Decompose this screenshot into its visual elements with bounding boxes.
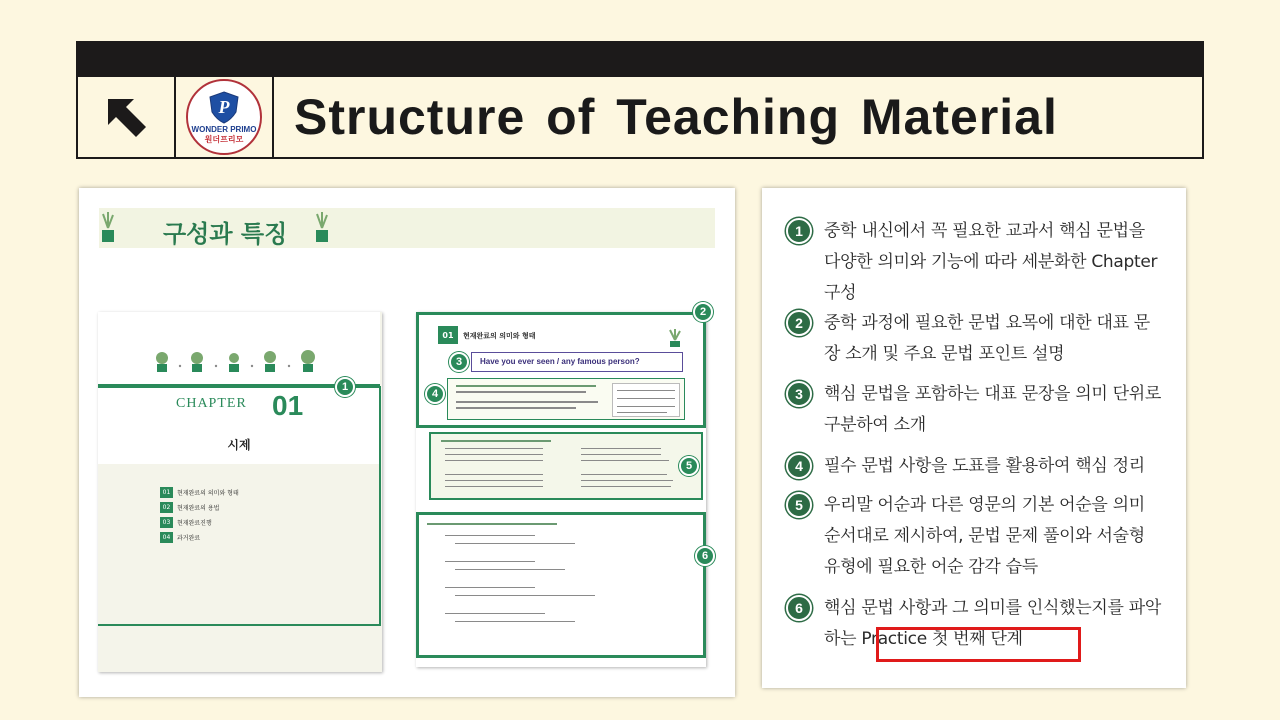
feature-item <box>786 308 1166 370</box>
feature-text: 핵심 문법을 포함하는 대표 문장을 의미 단위로 구분하여 소개 <box>824 384 1161 435</box>
text-line <box>581 474 667 475</box>
svg-text:P: P <box>218 96 230 117</box>
feature-item <box>786 379 1166 441</box>
chapter-toc <box>160 486 239 546</box>
text-line <box>427 523 557 525</box>
toc-item: 03 현재완료진행 <box>160 516 239 528</box>
text-line <box>445 535 535 536</box>
text-line <box>445 454 543 455</box>
logo-text-en: WONDER PRIMO <box>191 124 257 134</box>
page-title: Structure of Teaching Material <box>294 89 1058 145</box>
text-line <box>445 460 543 461</box>
text-line <box>581 480 673 481</box>
chapter-label: CHAPTER <box>176 396 247 411</box>
logo-text-ko: 원더프리모 <box>204 134 244 144</box>
feature-number: 3 <box>786 381 812 407</box>
text-line <box>617 406 675 407</box>
unit-title: 현재완료의 의미와 형태 <box>463 332 536 340</box>
arrow-up-left-icon <box>104 95 148 139</box>
feature-text: 우리말 어순과 다른 영문의 기본 어순을 의미 순서대로 제시하여, 문법 문제 풀이와 서술형 유형에 필요한 어순 감각 습득 <box>824 495 1145 577</box>
feature-number: 1 <box>786 218 812 244</box>
marker-6: 6 <box>695 546 715 566</box>
feature-item <box>786 216 1166 309</box>
feature-number: 6 <box>786 595 812 621</box>
text-line <box>456 407 576 409</box>
header-top-bar <box>76 41 1204 77</box>
grammar-box <box>447 378 685 420</box>
text-line <box>445 613 545 614</box>
feature-item <box>786 490 1166 583</box>
text-line <box>581 448 661 449</box>
key-sentence: Have you ever seen / any famous person? <box>471 352 683 372</box>
text-line <box>617 390 675 391</box>
text-line <box>617 412 667 413</box>
feature-list-panel <box>762 188 1186 688</box>
chapter-page <box>98 312 382 672</box>
chapter-name: 시제 <box>227 438 251 452</box>
title-cell <box>274 77 1202 157</box>
bracket-line <box>98 624 381 626</box>
text-line <box>456 401 598 403</box>
text-line <box>581 454 661 455</box>
text-line <box>445 486 543 487</box>
bracket-line <box>379 386 381 626</box>
section-heading: 구성과 특징 <box>163 220 288 248</box>
highlight-box-5 <box>429 432 703 500</box>
text-line <box>445 448 543 449</box>
marker-1: 1 <box>335 377 355 397</box>
marker-3: 3 <box>449 352 469 372</box>
logo-cell <box>176 77 274 157</box>
text-line <box>445 561 535 562</box>
plant-row-icon <box>152 348 322 374</box>
plant-icon <box>99 210 117 244</box>
text-line <box>445 587 535 588</box>
feature-text: 중학 과정에 필요한 문법 요목에 대한 대표 문장 소개 및 주요 문법 포인트 설명 <box>824 313 1150 364</box>
highlight-box-6 <box>416 512 706 658</box>
textbook-preview-panel <box>79 188 735 697</box>
text-line <box>456 391 586 393</box>
text-line <box>581 460 669 461</box>
feature-number: 2 <box>786 310 812 336</box>
text-line <box>441 440 551 442</box>
feature-text: 핵심 문법 사항과 그 의미를 인식했는지를 파악하는 Practice 첫 번째 단계 <box>824 598 1161 649</box>
feature-text: 필수 문법 사항을 도표를 활용하여 핵심 정리 <box>824 456 1145 476</box>
section-heading-bar <box>99 208 715 248</box>
grammar-table <box>612 383 680 417</box>
toc-item: 04 과거완료 <box>160 531 239 543</box>
header-row <box>76 77 1204 159</box>
text-line <box>455 543 575 544</box>
text-line <box>581 486 671 487</box>
feature-number: 4 <box>786 453 812 479</box>
text-line <box>456 385 596 387</box>
text-line <box>455 621 575 622</box>
feature-text: 중학 내신에서 꼭 필요한 교과서 핵심 문법을 다양한 의미와 기능에 따라 세분화한 Chapter 구성 <box>824 221 1158 303</box>
shield-icon <box>207 90 241 124</box>
feature-item <box>786 451 1166 482</box>
red-highlight-box <box>876 627 1081 662</box>
text-line <box>617 398 675 399</box>
marker-5: 5 <box>679 456 699 476</box>
unit-badge: 01 <box>438 326 458 344</box>
toc-item: 01 현재완료의 의미와 형태 <box>160 486 239 498</box>
feature-number: 5 <box>786 492 812 518</box>
back-arrow-button[interactable] <box>78 77 176 157</box>
text-line <box>455 569 565 570</box>
text-line <box>445 474 543 475</box>
marker-4: 4 <box>425 384 445 404</box>
chapter-number: 01 <box>272 390 304 421</box>
toc-item: 02 현재완료의 용법 <box>160 501 239 513</box>
text-line <box>455 595 595 596</box>
marker-2: 2 <box>693 302 713 322</box>
text-line <box>445 480 543 481</box>
plant-icon <box>313 210 331 244</box>
wonder-primo-logo <box>186 79 262 155</box>
